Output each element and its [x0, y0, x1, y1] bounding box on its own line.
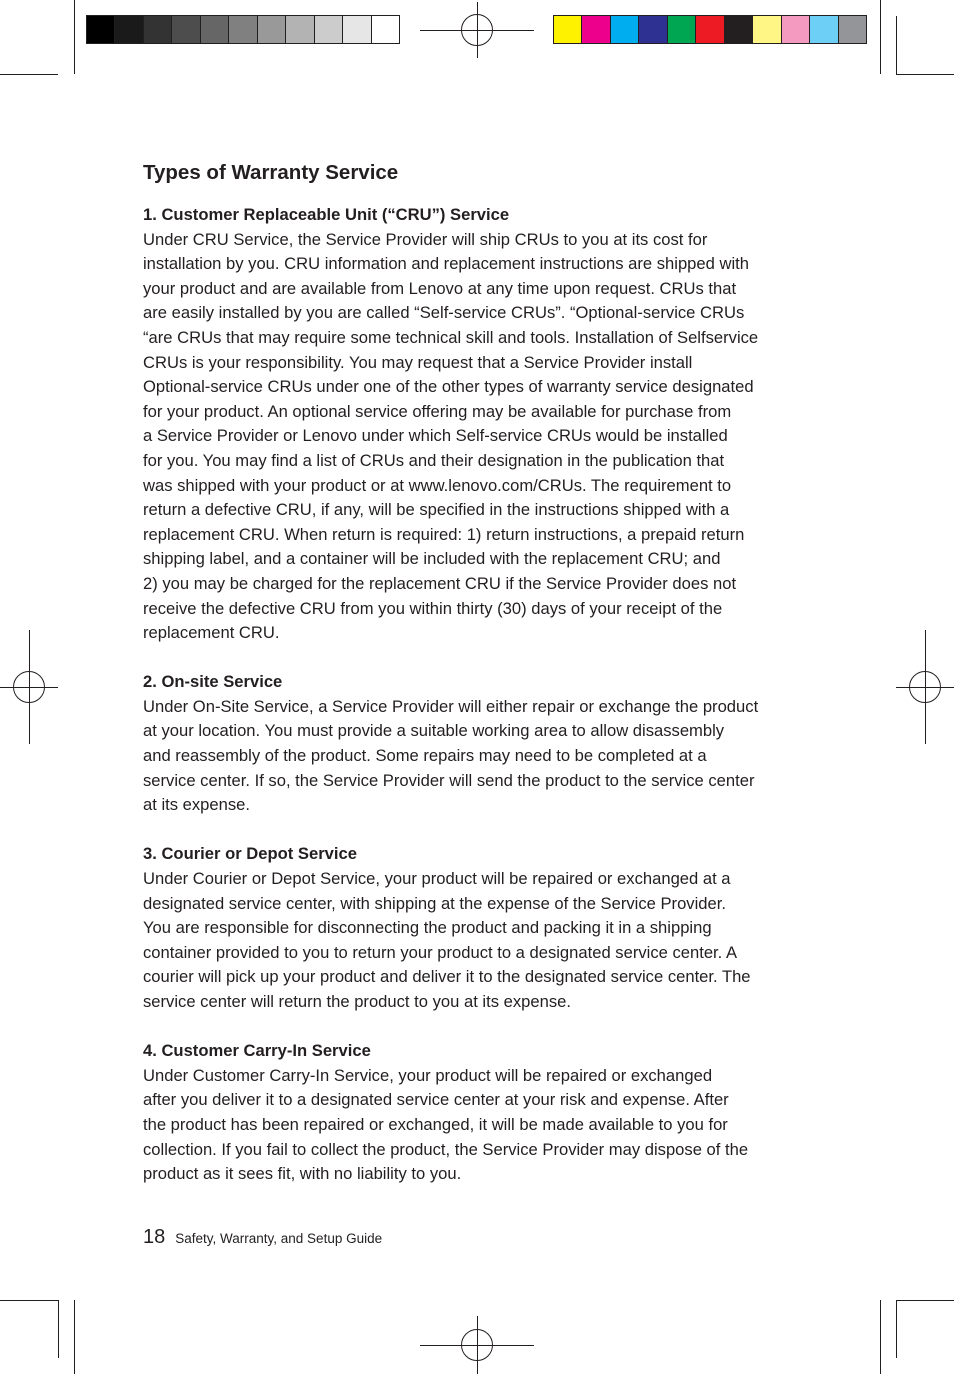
gray-swatch	[229, 16, 257, 43]
gray-swatch	[315, 16, 343, 43]
color-swatch	[668, 16, 696, 43]
section-heading: 2. On-site Service	[143, 672, 283, 692]
crop-mark	[0, 1300, 58, 1301]
color-swatch	[839, 16, 866, 43]
crop-mark	[880, 1300, 881, 1374]
page-title: Types of Warranty Service	[143, 161, 399, 184]
page-number: 18	[143, 1226, 166, 1248]
section-heading: 1. Customer Replaceable Unit (“CRU”) Service	[143, 205, 510, 224]
section-cru-service	[143, 203, 803, 646]
gray-swatch	[372, 16, 399, 43]
crop-mark	[880, 0, 881, 74]
crop-mark	[896, 16, 897, 74]
gray-swatch	[87, 16, 115, 43]
color-swatch	[582, 16, 610, 43]
gray-swatch	[343, 16, 371, 43]
page-content	[143, 158, 803, 1211]
crop-mark	[896, 74, 954, 75]
crop-mark	[74, 0, 75, 74]
section-onsite-service	[143, 670, 803, 818]
page-footer	[143, 1226, 382, 1249]
registration-mark-top	[420, 2, 534, 58]
section-body: Under Customer Carry-In Service, your product will be repaired or exchanged after you deliver it to a designated service center at your risk and expense. After the product has been repaired or exchanged, it will be made available to you for collection. If you fail to collect the product, the Service Provider may dispose of the product as it sees fit, with no liability to you.	[143, 1065, 749, 1184]
grayscale-calibration-bar	[86, 15, 400, 44]
gray-swatch	[201, 16, 229, 43]
section-heading: 3. Courier or Depot Service	[143, 844, 357, 864]
color-swatch	[639, 16, 667, 43]
registration-mark-left	[0, 630, 58, 744]
gray-swatch	[286, 16, 314, 43]
section-body: Under On-Site Service, a Service Provider will either repair or exchange the product at your location. You must provide a suitable working area to allow disassembly and reassembly of the product. Some repairs may need to be completed at a service center. If so, the Service Provider will send the product to the service center at its expense.	[143, 696, 759, 815]
section-body: Under CRU Service, the Service Provider will ship CRUs to you at its cost for installation by you. CRU information and replacement instructions are shipped with your product and are available from Lenovo at any time upon request. CRUs that are easily installed by you are called “Self-service CRUs”. “Optional-service CRUs “are CRUs that may require some technical skill and tools. Installation of Selfservice CRUs is your responsibility. You may request that a Service Provider install Optional-service CRUs under one of the other types of warranty service designated for your product. An optional service offering may be available for purchase from a Service Provider or Lenovo under which Self-service CRUs would be installed for you. You may find a list of CRUs and their designation in the publication that was shipped with your product or at www.lenovo.com/CRUs. The requirement to return a defective CRU, if any, will be specified in the instructions shipped with a replacement CRU. When return is required: 1) return instructions, a prepaid return shipping label, and a container will be included with the replacement CRU; and 2) you may be charged for the replacement CRU if the Service Provider does not receive the defective CRU from you within thirty (30) days of your receipt of the replacement CRU.	[143, 229, 759, 643]
crop-mark	[58, 1300, 59, 1358]
crop-mark	[896, 1300, 954, 1301]
crop-mark	[0, 74, 58, 75]
guide-title: Safety, Warranty, and Setup Guide	[175, 1231, 383, 1246]
section-body: Under Courier or Depot Service, your product will be repaired or exchanged at a designated service center, with shipping at the expense of the Service Provider. You are responsible for disconnecting the product and packing it in a shipping container provided to you to return your product to a designated service center. A courier will pick up your product and deliver it to the designated service center. The service center will return the product to you at its expense.	[143, 869, 751, 1011]
registration-mark-bottom	[420, 1316, 534, 1374]
section-courier-depot-service	[143, 842, 803, 1014]
color-swatch	[725, 16, 753, 43]
color-calibration-bar	[553, 15, 867, 44]
color-swatch	[554, 16, 582, 43]
crop-mark	[896, 1300, 897, 1358]
registration-mark-right	[896, 630, 954, 744]
gray-swatch	[258, 16, 286, 43]
gray-swatch	[144, 16, 172, 43]
gray-swatch	[115, 16, 143, 43]
color-swatch	[782, 16, 810, 43]
section-carry-in-service	[143, 1039, 803, 1187]
color-swatch	[611, 16, 639, 43]
section-heading: 4. Customer Carry-In Service	[143, 1041, 371, 1061]
color-swatch	[753, 16, 781, 43]
gray-swatch	[172, 16, 200, 43]
color-swatch	[696, 16, 724, 43]
color-swatch	[810, 16, 838, 43]
crop-mark	[74, 1300, 75, 1374]
